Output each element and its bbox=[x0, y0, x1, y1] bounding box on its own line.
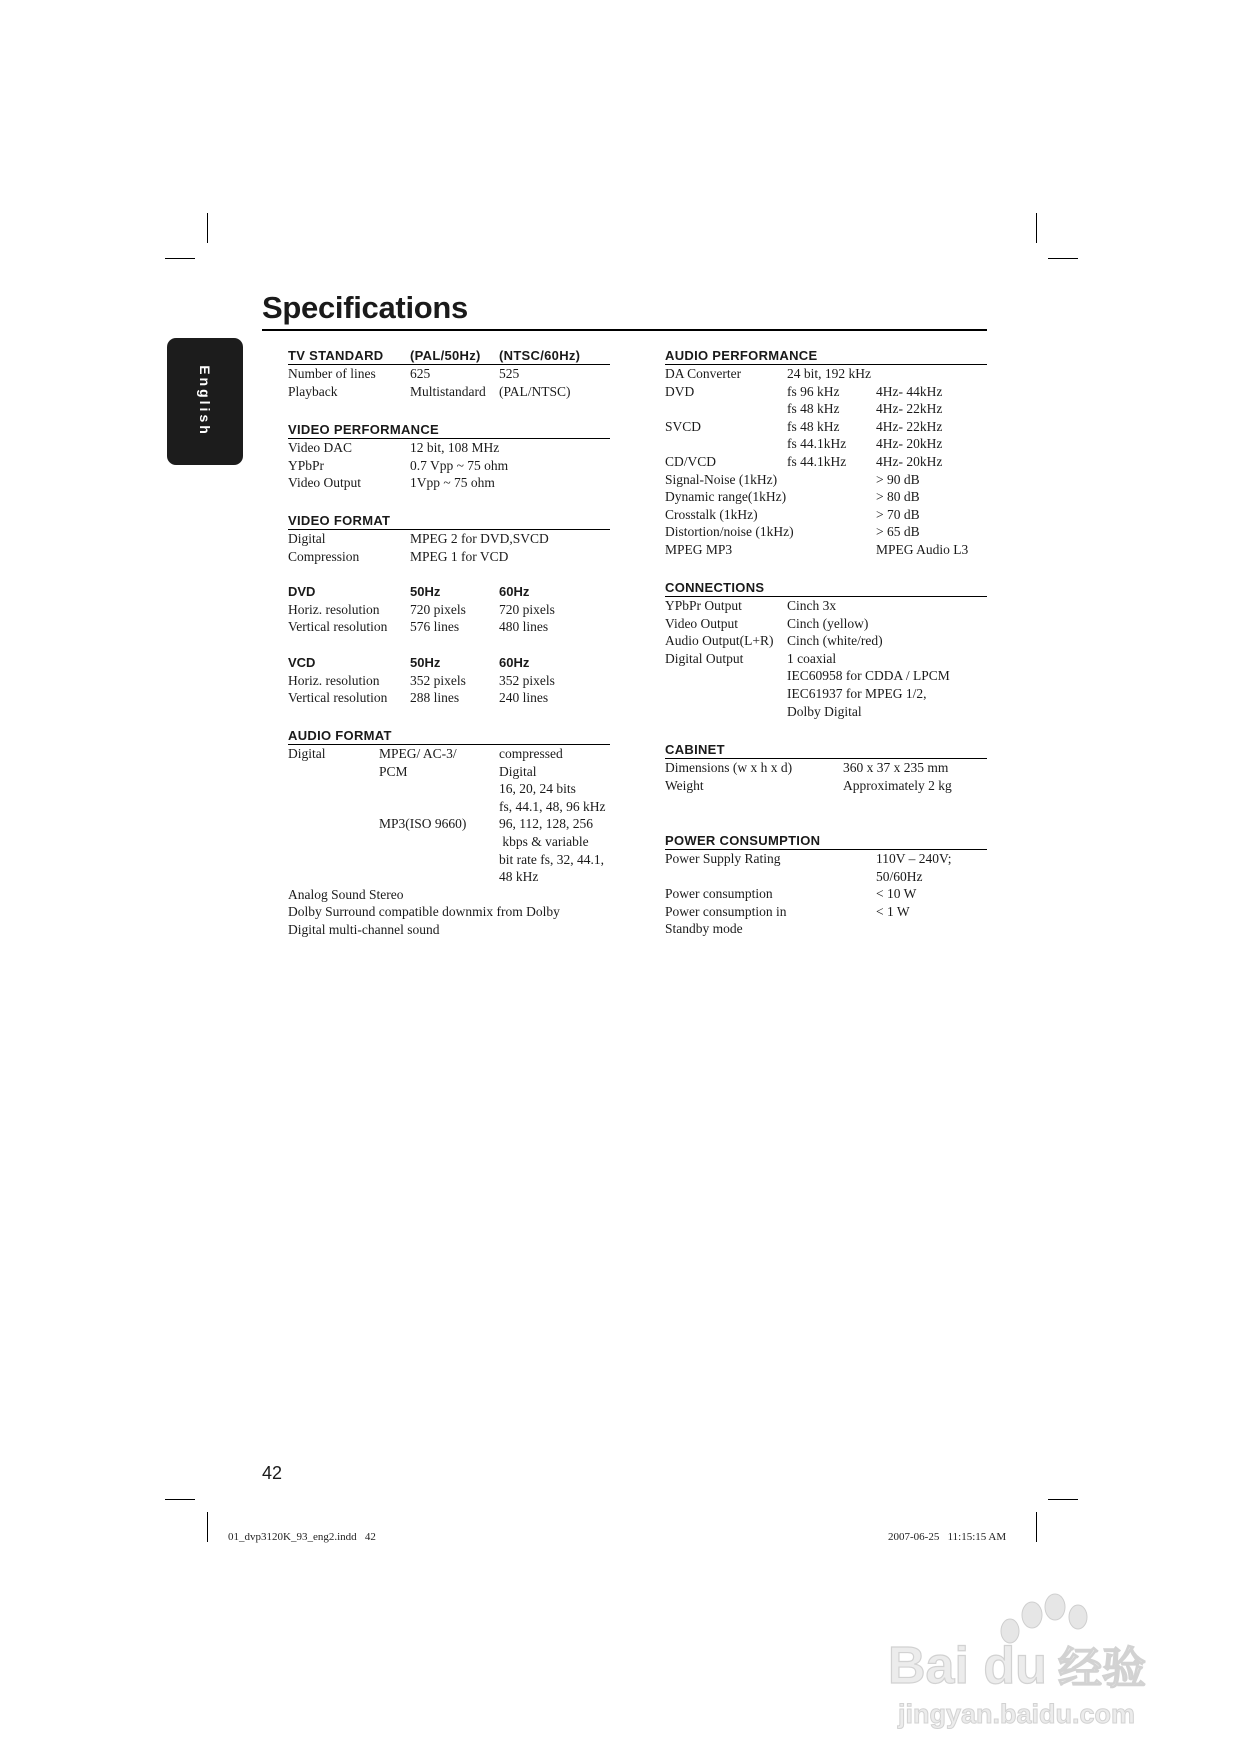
paw-toe bbox=[1022, 1602, 1042, 1628]
header-label: AUDIO PERFORMANCE bbox=[665, 348, 818, 363]
cell: Power Supply Rating bbox=[665, 851, 781, 866]
connections-section bbox=[665, 580, 987, 720]
table-row bbox=[288, 763, 610, 781]
cell: MP3(ISO 9660) bbox=[379, 816, 467, 832]
cell: Cinch 3x bbox=[787, 598, 837, 613]
crop-mark bbox=[1036, 1512, 1037, 1542]
cell: Dolby Digital bbox=[787, 703, 862, 719]
table-row bbox=[665, 365, 987, 383]
cell: fs 44.1kHz bbox=[787, 436, 847, 452]
table-row bbox=[288, 851, 610, 869]
table-row bbox=[665, 759, 987, 777]
table-row bbox=[665, 597, 987, 615]
table-row bbox=[288, 474, 610, 492]
cell: Vertical resolution bbox=[288, 690, 388, 706]
cell: Cinch (white/red) bbox=[787, 633, 883, 649]
table-row bbox=[665, 541, 987, 559]
table-row bbox=[288, 601, 610, 619]
table-row bbox=[288, 798, 610, 816]
subtable-header bbox=[288, 583, 610, 601]
baidu-watermark bbox=[880, 1585, 1180, 1735]
cell: 4Hz- 22kHz bbox=[876, 418, 943, 434]
cell: Vertical resolution bbox=[288, 619, 388, 635]
crop-mark bbox=[207, 213, 208, 243]
table-row bbox=[665, 868, 987, 886]
table-row bbox=[665, 488, 987, 506]
cell: Dimensions (w x h x d) bbox=[665, 760, 793, 775]
header-col: 60Hz bbox=[499, 655, 530, 670]
header-col: 60Hz bbox=[499, 584, 530, 599]
cell: 360 x 37 x 235 mm bbox=[843, 760, 949, 775]
cell: Digital bbox=[499, 763, 537, 779]
table-row bbox=[288, 383, 610, 401]
cell: 12 bit, 108 MHz bbox=[410, 440, 500, 455]
dvd-section bbox=[288, 583, 610, 636]
cell: Standby mode bbox=[665, 921, 743, 937]
cell: > 80 dB bbox=[876, 489, 920, 505]
cell: > 65 dB bbox=[876, 524, 920, 540]
cell: Signal-Noise (1kHz) bbox=[665, 471, 778, 487]
section-header bbox=[665, 742, 987, 759]
table-row bbox=[288, 672, 610, 690]
cell: Approximately 2 kg bbox=[843, 777, 952, 793]
crop-mark bbox=[1048, 258, 1078, 259]
cell: Video DAC bbox=[288, 440, 353, 455]
cell: < 10 W bbox=[876, 886, 917, 902]
header-col-ntsc: (NTSC/60Hz) bbox=[499, 348, 581, 363]
crop-mark bbox=[165, 258, 195, 259]
table-row bbox=[665, 703, 987, 721]
cell: fs 48 kHz bbox=[787, 401, 840, 417]
cell: 1Vpp ~ 75 ohm bbox=[410, 475, 495, 491]
cell: 4Hz- 20kHz bbox=[876, 453, 943, 469]
video-performance-section bbox=[288, 422, 610, 492]
cell: Crosstalk (1kHz) bbox=[665, 506, 758, 522]
paw-toe bbox=[1045, 1594, 1065, 1620]
cell: 48 kHz bbox=[499, 869, 539, 885]
table-row bbox=[665, 523, 987, 541]
cell: fs 44.1kHz bbox=[787, 453, 847, 469]
cell: < 1 W bbox=[876, 903, 910, 919]
cell: Digital bbox=[288, 746, 326, 761]
header-label: DVD bbox=[288, 584, 316, 599]
cell: Video Output bbox=[665, 615, 739, 631]
table-row bbox=[288, 530, 610, 548]
section-header bbox=[288, 422, 610, 439]
table-row bbox=[665, 453, 987, 471]
cell: Cinch (yellow) bbox=[787, 615, 869, 631]
cell: Digital Output bbox=[665, 650, 744, 666]
table-row bbox=[288, 548, 610, 566]
cell: 625 bbox=[410, 366, 431, 381]
table-row bbox=[665, 615, 987, 633]
cell: > 90 dB bbox=[876, 471, 920, 487]
title-rule bbox=[262, 329, 987, 331]
table-row bbox=[288, 868, 610, 886]
header-label: TV STANDARD bbox=[288, 348, 384, 363]
table-row bbox=[665, 903, 987, 921]
cell: Digital bbox=[288, 531, 326, 546]
cell: IEC60958 for CDDA / LPCM bbox=[787, 668, 950, 684]
table-row bbox=[665, 777, 987, 795]
table-row bbox=[665, 920, 987, 938]
subtable-header bbox=[288, 654, 610, 672]
cell: MPEG 1 for VCD bbox=[410, 548, 509, 564]
note: Digital multi-channel sound bbox=[288, 921, 440, 937]
table-row bbox=[665, 685, 987, 703]
header-label: CABINET bbox=[665, 742, 725, 757]
cell: Compression bbox=[288, 548, 360, 564]
cell: 720 pixels bbox=[410, 601, 466, 617]
table-row bbox=[288, 689, 610, 707]
table-row bbox=[288, 439, 610, 457]
header-label: VIDEO PERFORMANCE bbox=[288, 422, 440, 437]
cell: 4Hz- 22kHz bbox=[876, 401, 943, 417]
audio-format-section bbox=[288, 728, 610, 939]
cell: MPEG/ AC-3/ bbox=[379, 746, 457, 761]
watermark-brand: Bai du bbox=[888, 1637, 1047, 1695]
table-row bbox=[665, 885, 987, 903]
table-row bbox=[288, 618, 610, 636]
cell: DA Converter bbox=[665, 366, 742, 381]
table-row bbox=[665, 650, 987, 668]
cell: (PAL/NTSC) bbox=[499, 383, 571, 399]
header-label: POWER CONSUMPTION bbox=[665, 833, 821, 848]
paw-toe bbox=[1069, 1605, 1087, 1629]
section-header bbox=[288, 728, 610, 745]
cell: Power consumption bbox=[665, 886, 773, 902]
section-header bbox=[288, 348, 610, 365]
slug-timestamp: 2007-06-25 11:15:15 AM bbox=[888, 1531, 1007, 1543]
cell: 0.7 Vpp ~ 75 ohm bbox=[410, 457, 509, 473]
cell: 240 lines bbox=[499, 690, 549, 706]
cell: bit rate fs, 32, 44.1, bbox=[499, 851, 604, 867]
cell: 352 pixels bbox=[499, 672, 555, 688]
video-format-section bbox=[288, 513, 610, 565]
cell: Distortion/noise (1kHz) bbox=[665, 524, 794, 540]
cell: Multistandard bbox=[410, 383, 486, 399]
section-header bbox=[665, 833, 987, 850]
note-line bbox=[288, 886, 610, 904]
cell: PCM bbox=[379, 763, 408, 779]
slug-filename: 01_dvp3120K_93_eng2.indd 42 bbox=[228, 1531, 376, 1543]
header-col: 50Hz bbox=[410, 655, 441, 670]
language-tab bbox=[167, 338, 243, 465]
header-label: VIDEO FORMAT bbox=[288, 513, 391, 528]
table-row bbox=[665, 632, 987, 650]
cell: 720 pixels bbox=[499, 601, 555, 617]
cell: 110V – 240V; bbox=[876, 851, 952, 866]
table-row bbox=[288, 815, 610, 833]
note: Analog Sound Stereo bbox=[288, 886, 404, 902]
header-col-pal: (PAL/50Hz) bbox=[410, 348, 481, 363]
cell: Horiz. resolution bbox=[288, 601, 380, 617]
table-row bbox=[288, 745, 610, 763]
table-row bbox=[665, 850, 987, 868]
table-row bbox=[288, 780, 610, 798]
table-row bbox=[665, 667, 987, 685]
cell: Dynamic range(1kHz) bbox=[665, 489, 787, 505]
language-tab-label: English bbox=[197, 365, 213, 437]
vcd-section bbox=[288, 654, 610, 707]
cell: fs 48 kHz bbox=[787, 418, 840, 434]
cell: DVD bbox=[665, 383, 695, 399]
crop-mark bbox=[165, 1499, 195, 1500]
table-row bbox=[288, 833, 610, 851]
crop-mark bbox=[1048, 1499, 1078, 1500]
cell: CD/VCD bbox=[665, 453, 717, 469]
cell: Power consumption in bbox=[665, 903, 787, 919]
cell: 1 coaxial bbox=[787, 650, 837, 666]
cell: 96, 112, 128, 256 bbox=[499, 816, 593, 832]
cell: Playback bbox=[288, 383, 338, 399]
cell: > 70 dB bbox=[876, 506, 920, 522]
crop-mark bbox=[207, 1512, 208, 1542]
watermark-url: jingyan.baidu.com bbox=[898, 1699, 1136, 1729]
table-row bbox=[665, 435, 987, 453]
cabinet-section bbox=[665, 742, 987, 794]
crop-mark bbox=[1036, 213, 1037, 243]
note-line bbox=[288, 903, 610, 921]
table-row bbox=[665, 418, 987, 436]
cell: compressed bbox=[499, 746, 563, 761]
header-col: 50Hz bbox=[410, 584, 441, 599]
cell: kbps & variable bbox=[499, 833, 589, 849]
section-header bbox=[665, 348, 987, 365]
cell: 525 bbox=[499, 366, 520, 381]
note: Dolby Surround compatible downmix from Dolby bbox=[288, 904, 560, 920]
cell: IEC61937 for MPEG 1/2, bbox=[787, 685, 927, 701]
cell: 352 pixels bbox=[410, 672, 466, 688]
cell: Weight bbox=[665, 777, 704, 793]
cell: Video Output bbox=[288, 475, 362, 491]
watermark-cn: 经验 bbox=[1058, 1643, 1146, 1694]
table-row bbox=[288, 365, 610, 383]
section-header bbox=[665, 580, 987, 597]
header-label: CONNECTIONS bbox=[665, 580, 765, 595]
cell: 24 bit, 192 kHz bbox=[787, 366, 871, 381]
audio-performance-section bbox=[665, 348, 987, 559]
page-number: 42 bbox=[262, 1463, 283, 1483]
note-line bbox=[288, 921, 610, 939]
cell: Number of lines bbox=[288, 366, 376, 381]
cell: YPbPr bbox=[288, 457, 325, 473]
page-title: Specifications bbox=[262, 290, 468, 325]
table-row bbox=[665, 383, 987, 401]
cell: MPEG 2 for DVD,SVCD bbox=[410, 531, 549, 546]
header-label: AUDIO FORMAT bbox=[288, 728, 392, 743]
table-row bbox=[665, 400, 987, 418]
cell: 50/60Hz bbox=[876, 868, 923, 884]
power-section bbox=[665, 833, 987, 938]
cell: fs, 44.1, 48, 96 kHz bbox=[499, 798, 606, 814]
cell: Audio Output(L+R) bbox=[665, 633, 774, 649]
cell: MPEG MP3 bbox=[665, 541, 733, 557]
tv-standard-section bbox=[288, 348, 610, 400]
header-label: VCD bbox=[288, 655, 316, 670]
cell: 480 lines bbox=[499, 619, 549, 635]
cell: 16, 20, 24 bits bbox=[499, 781, 576, 797]
table-row bbox=[665, 471, 987, 489]
section-header bbox=[288, 513, 610, 530]
table-row bbox=[665, 506, 987, 524]
cell: 4Hz- 44kHz bbox=[876, 383, 943, 399]
cell: SVCD bbox=[665, 418, 702, 434]
cell: YPbPr Output bbox=[665, 598, 742, 613]
cell: 4Hz- 20kHz bbox=[876, 436, 943, 452]
cell: 288 lines bbox=[410, 690, 460, 706]
cell: 576 lines bbox=[410, 619, 460, 635]
table-row bbox=[288, 457, 610, 475]
cell: Horiz. resolution bbox=[288, 672, 380, 688]
cell: MPEG Audio L3 bbox=[876, 541, 969, 557]
cell: fs 96 kHz bbox=[787, 383, 840, 399]
